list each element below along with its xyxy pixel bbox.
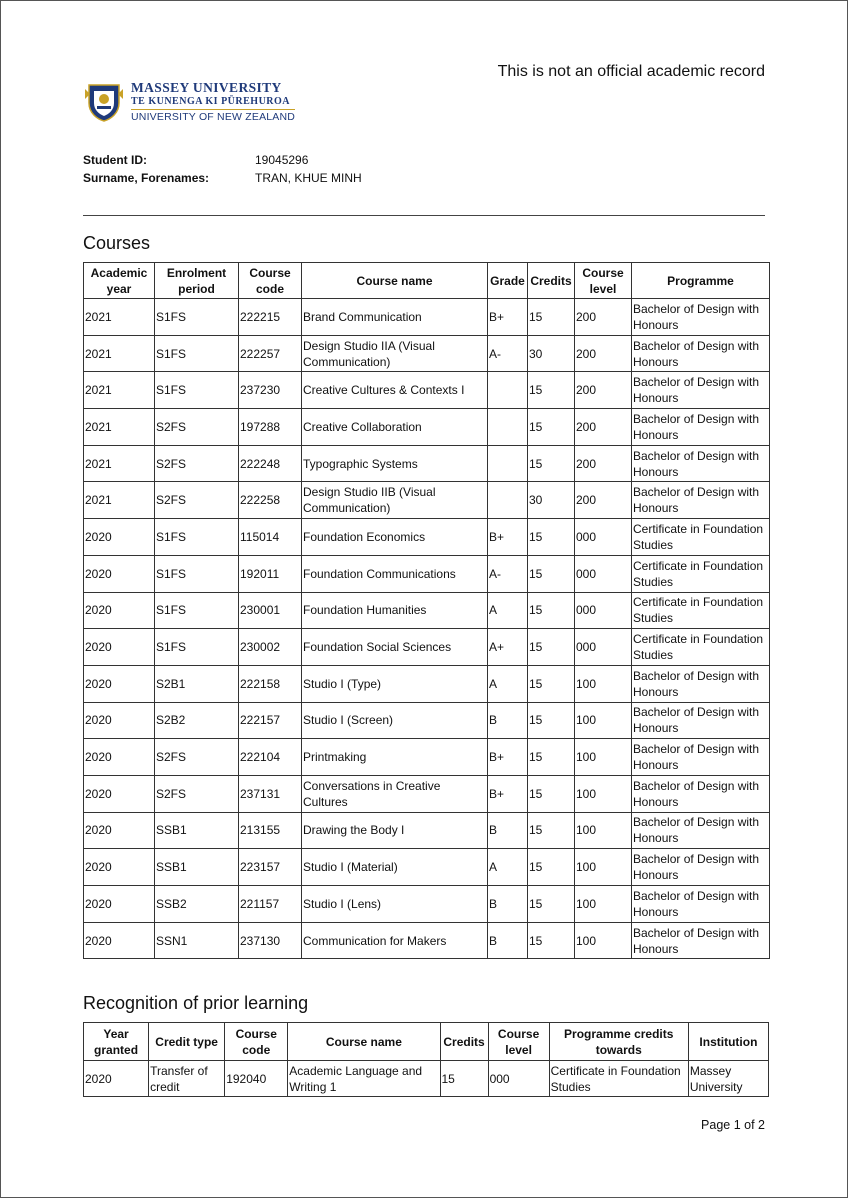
table-cell: Foundation Humanities bbox=[302, 592, 488, 629]
table-cell: 15 bbox=[528, 445, 575, 482]
table-row bbox=[84, 1061, 769, 1097]
table-cell: Creative Cultures & Contexts I bbox=[302, 372, 488, 409]
table-cell: B+ bbox=[488, 775, 528, 812]
table-cell: 192040 bbox=[225, 1061, 288, 1097]
courses-header-row bbox=[84, 263, 770, 299]
table-cell: Certificate in Foundation Studies bbox=[632, 555, 770, 592]
table-cell: Bachelor of Design with Honours bbox=[632, 812, 770, 849]
table-cell: 15 bbox=[528, 409, 575, 446]
table-cell: B+ bbox=[488, 739, 528, 776]
table-cell: S2FS bbox=[155, 739, 239, 776]
table-cell: Studio I (Screen) bbox=[302, 702, 488, 739]
table-cell: 230002 bbox=[239, 629, 302, 666]
table-cell: 230001 bbox=[239, 592, 302, 629]
table-cell: 15 bbox=[528, 849, 575, 886]
table-cell: 2020 bbox=[84, 519, 155, 556]
table-cell: Design Studio IIA (Visual Communication) bbox=[302, 335, 488, 372]
table-cell: Drawing the Body I bbox=[302, 812, 488, 849]
table-cell: B bbox=[488, 812, 528, 849]
table-cell: Studio I (Material) bbox=[302, 849, 488, 886]
table-cell: S1FS bbox=[155, 519, 239, 556]
table-cell: 000 bbox=[575, 629, 632, 666]
table-cell: SSB2 bbox=[155, 886, 239, 923]
table-cell: Communication for Makers bbox=[302, 922, 488, 959]
table-cell: 15 bbox=[528, 775, 575, 812]
table-cell: 15 bbox=[528, 812, 575, 849]
table-cell: Typographic Systems bbox=[302, 445, 488, 482]
logo-line-1: MASSEY UNIVERSITY bbox=[131, 80, 282, 95]
table-cell: A- bbox=[488, 555, 528, 592]
table-cell: Creative Collaboration bbox=[302, 409, 488, 446]
col-programme-credits-towards: Programme credits towards bbox=[549, 1023, 688, 1061]
table-cell: A bbox=[488, 665, 528, 702]
table-cell: Bachelor of Design with Honours bbox=[632, 922, 770, 959]
col-year-granted: Year granted bbox=[84, 1023, 149, 1061]
table-cell: Foundation Economics bbox=[302, 519, 488, 556]
table-cell: 2021 bbox=[84, 445, 155, 482]
table-cell: SSN1 bbox=[155, 922, 239, 959]
table-row bbox=[84, 335, 770, 372]
table-cell: 2020 bbox=[84, 702, 155, 739]
table-cell: S1FS bbox=[155, 592, 239, 629]
table-cell: 15 bbox=[528, 555, 575, 592]
table-cell: 15 bbox=[440, 1061, 488, 1097]
table-row bbox=[84, 629, 770, 666]
col-course-name: Course name bbox=[302, 263, 488, 299]
table-cell: A bbox=[488, 849, 528, 886]
table-cell: 213155 bbox=[239, 812, 302, 849]
table-cell: 100 bbox=[575, 849, 632, 886]
table-cell: 000 bbox=[488, 1061, 549, 1097]
table-cell bbox=[488, 445, 528, 482]
table-cell: 2021 bbox=[84, 299, 155, 336]
table-cell: 100 bbox=[575, 886, 632, 923]
table-cell: 30 bbox=[528, 335, 575, 372]
university-crest-icon bbox=[83, 81, 125, 123]
table-cell: S2B1 bbox=[155, 665, 239, 702]
table-cell: 237130 bbox=[239, 922, 302, 959]
col-credits: Credits bbox=[528, 263, 575, 299]
table-cell: S1FS bbox=[155, 629, 239, 666]
logo-line-2: TE KUNENGA KI PŪREHUROA bbox=[131, 96, 295, 110]
table-cell: B bbox=[488, 886, 528, 923]
table-row bbox=[84, 299, 770, 336]
courses-table bbox=[83, 262, 770, 959]
table-cell: 000 bbox=[575, 592, 632, 629]
table-cell: S2FS bbox=[155, 482, 239, 519]
table-cell: B bbox=[488, 922, 528, 959]
table-cell: 222248 bbox=[239, 445, 302, 482]
table-cell: 100 bbox=[575, 922, 632, 959]
table-cell: 2020 bbox=[84, 592, 155, 629]
table-cell: 222257 bbox=[239, 335, 302, 372]
table-cell: Foundation Social Sciences bbox=[302, 629, 488, 666]
table-cell: 200 bbox=[575, 299, 632, 336]
table-cell: 15 bbox=[528, 629, 575, 666]
table-cell: Bachelor of Design with Honours bbox=[632, 739, 770, 776]
table-cell: 200 bbox=[575, 409, 632, 446]
table-cell: Transfer of credit bbox=[149, 1061, 225, 1097]
table-cell: Certificate in Foundation Studies bbox=[632, 629, 770, 666]
table-cell: 197288 bbox=[239, 409, 302, 446]
table-row bbox=[84, 775, 770, 812]
table-cell: 100 bbox=[575, 812, 632, 849]
col-course-code: Course code bbox=[225, 1023, 288, 1061]
col-course-code: Course code bbox=[239, 263, 302, 299]
table-cell: S1FS bbox=[155, 555, 239, 592]
table-cell: S2FS bbox=[155, 445, 239, 482]
col-enrolment-period: Enrolment period bbox=[155, 263, 239, 299]
rpl-header-row bbox=[84, 1023, 769, 1061]
table-cell: 2020 bbox=[84, 775, 155, 812]
table-cell: 15 bbox=[528, 519, 575, 556]
table-cell: 200 bbox=[575, 335, 632, 372]
table-cell: 000 bbox=[575, 519, 632, 556]
table-cell: 200 bbox=[575, 445, 632, 482]
table-cell: B+ bbox=[488, 519, 528, 556]
table-cell: Foundation Communications bbox=[302, 555, 488, 592]
table-cell: 15 bbox=[528, 665, 575, 702]
col-course-level: Course level bbox=[488, 1023, 549, 1061]
table-cell: 2020 bbox=[84, 555, 155, 592]
table-cell: S2FS bbox=[155, 409, 239, 446]
unofficial-notice: This is not an official academic record bbox=[497, 63, 765, 80]
table-cell: 2020 bbox=[84, 629, 155, 666]
student-id-value: 19045296 bbox=[255, 153, 309, 167]
table-cell: S1FS bbox=[155, 299, 239, 336]
table-cell: 15 bbox=[528, 372, 575, 409]
student-id-label: Student ID: bbox=[83, 153, 147, 167]
table-cell: 222215 bbox=[239, 299, 302, 336]
table-cell: Studio I (Lens) bbox=[302, 886, 488, 923]
table-row bbox=[84, 739, 770, 776]
table-cell: 200 bbox=[575, 482, 632, 519]
divider bbox=[83, 215, 765, 216]
table-cell: 100 bbox=[575, 739, 632, 776]
table-cell: 30 bbox=[528, 482, 575, 519]
table-cell: Bachelor of Design with Honours bbox=[632, 886, 770, 923]
table-cell: 2020 bbox=[84, 1061, 149, 1097]
table-cell: S1FS bbox=[155, 372, 239, 409]
table-cell: Massey University bbox=[688, 1061, 768, 1097]
table-cell: Bachelor of Design with Honours bbox=[632, 409, 770, 446]
rpl-heading: Recognition of prior learning bbox=[83, 993, 309, 1013]
table-cell: 2021 bbox=[84, 335, 155, 372]
table-cell: Conversations in Creative Cultures bbox=[302, 775, 488, 812]
table-cell: 2020 bbox=[84, 922, 155, 959]
table-cell: Certificate in Foundation Studies bbox=[549, 1061, 688, 1097]
table-row bbox=[84, 372, 770, 409]
table-cell: Bachelor of Design with Honours bbox=[632, 849, 770, 886]
table-cell: S2B2 bbox=[155, 702, 239, 739]
table-cell: Bachelor of Design with Honours bbox=[632, 482, 770, 519]
table-cell: Bachelor of Design with Honours bbox=[632, 702, 770, 739]
table-cell bbox=[488, 409, 528, 446]
table-cell: 222258 bbox=[239, 482, 302, 519]
table-cell: 15 bbox=[528, 739, 575, 776]
col-programme: Programme bbox=[632, 263, 770, 299]
table-cell: 15 bbox=[528, 702, 575, 739]
table-row bbox=[84, 445, 770, 482]
col-academic-year: Academic year bbox=[84, 263, 155, 299]
table-cell: A bbox=[488, 592, 528, 629]
table-cell: Certificate in Foundation Studies bbox=[632, 519, 770, 556]
table-cell bbox=[488, 372, 528, 409]
table-cell: Bachelor of Design with Honours bbox=[632, 445, 770, 482]
table-cell: SSB1 bbox=[155, 812, 239, 849]
table-row bbox=[84, 482, 770, 519]
table-row bbox=[84, 886, 770, 923]
table-cell: 200 bbox=[575, 372, 632, 409]
table-cell: B bbox=[488, 702, 528, 739]
university-logo bbox=[83, 81, 295, 123]
col-institution: Institution bbox=[688, 1023, 768, 1061]
table-cell: S2FS bbox=[155, 775, 239, 812]
table-cell: 2020 bbox=[84, 665, 155, 702]
table-cell: 100 bbox=[575, 775, 632, 812]
table-cell: 2020 bbox=[84, 812, 155, 849]
table-cell: 2021 bbox=[84, 482, 155, 519]
table-cell: 221157 bbox=[239, 886, 302, 923]
rpl-table bbox=[83, 1022, 769, 1097]
logo-line-3: UNIVERSITY OF NEW ZEALAND bbox=[131, 110, 296, 123]
table-row bbox=[84, 849, 770, 886]
col-credits: Credits bbox=[440, 1023, 488, 1061]
table-row bbox=[84, 922, 770, 959]
table-cell: 222104 bbox=[239, 739, 302, 776]
table-cell: 192011 bbox=[239, 555, 302, 592]
table-cell: A- bbox=[488, 335, 528, 372]
table-cell: 2020 bbox=[84, 849, 155, 886]
table-cell: Bachelor of Design with Honours bbox=[632, 299, 770, 336]
table-row bbox=[84, 702, 770, 739]
table-cell: 15 bbox=[528, 592, 575, 629]
table-cell: Brand Communication bbox=[302, 299, 488, 336]
table-cell bbox=[488, 482, 528, 519]
page-number: Page 1 of 2 bbox=[701, 1118, 765, 1132]
table-cell: Academic Language and Writing 1 bbox=[288, 1061, 440, 1097]
table-cell: 222158 bbox=[239, 665, 302, 702]
table-cell: Certificate in Foundation Studies bbox=[632, 592, 770, 629]
table-row bbox=[84, 665, 770, 702]
table-cell: SSB1 bbox=[155, 849, 239, 886]
table-cell: 237131 bbox=[239, 775, 302, 812]
table-cell: 2020 bbox=[84, 739, 155, 776]
table-cell: Bachelor of Design with Honours bbox=[632, 372, 770, 409]
table-cell: 15 bbox=[528, 922, 575, 959]
table-cell: Bachelor of Design with Honours bbox=[632, 335, 770, 372]
table-cell: Studio I (Type) bbox=[302, 665, 488, 702]
table-cell: 100 bbox=[575, 702, 632, 739]
table-row bbox=[84, 409, 770, 446]
col-course-name: Course name bbox=[288, 1023, 440, 1061]
table-cell: Bachelor of Design with Honours bbox=[632, 665, 770, 702]
table-cell: 100 bbox=[575, 665, 632, 702]
table-cell: 2020 bbox=[84, 886, 155, 923]
col-grade: Grade bbox=[488, 263, 528, 299]
table-row bbox=[84, 592, 770, 629]
table-cell: Printmaking bbox=[302, 739, 488, 776]
table-cell: 222157 bbox=[239, 702, 302, 739]
table-cell: Bachelor of Design with Honours bbox=[632, 775, 770, 812]
table-cell: Design Studio IIB (Visual Communication) bbox=[302, 482, 488, 519]
student-info bbox=[83, 153, 362, 189]
table-cell: A+ bbox=[488, 629, 528, 666]
table-cell: 15 bbox=[528, 299, 575, 336]
table-cell: 115014 bbox=[239, 519, 302, 556]
table-cell: 2021 bbox=[84, 372, 155, 409]
table-row bbox=[84, 812, 770, 849]
student-name-label: Surname, Forenames: bbox=[83, 171, 210, 185]
courses-heading: Courses bbox=[83, 233, 151, 253]
table-cell: B+ bbox=[488, 299, 528, 336]
table-row bbox=[84, 555, 770, 592]
col-course-level: Course level bbox=[575, 263, 632, 299]
table-cell: S1FS bbox=[155, 335, 239, 372]
table-cell: 000 bbox=[575, 555, 632, 592]
table-cell: 223157 bbox=[239, 849, 302, 886]
table-row bbox=[84, 519, 770, 556]
student-name-value: TRAN, KHUE MINH bbox=[255, 171, 362, 185]
table-cell: 237230 bbox=[239, 372, 302, 409]
table-cell: 15 bbox=[528, 886, 575, 923]
table-cell: 2021 bbox=[84, 409, 155, 446]
col-credit-type: Credit type bbox=[149, 1023, 225, 1061]
